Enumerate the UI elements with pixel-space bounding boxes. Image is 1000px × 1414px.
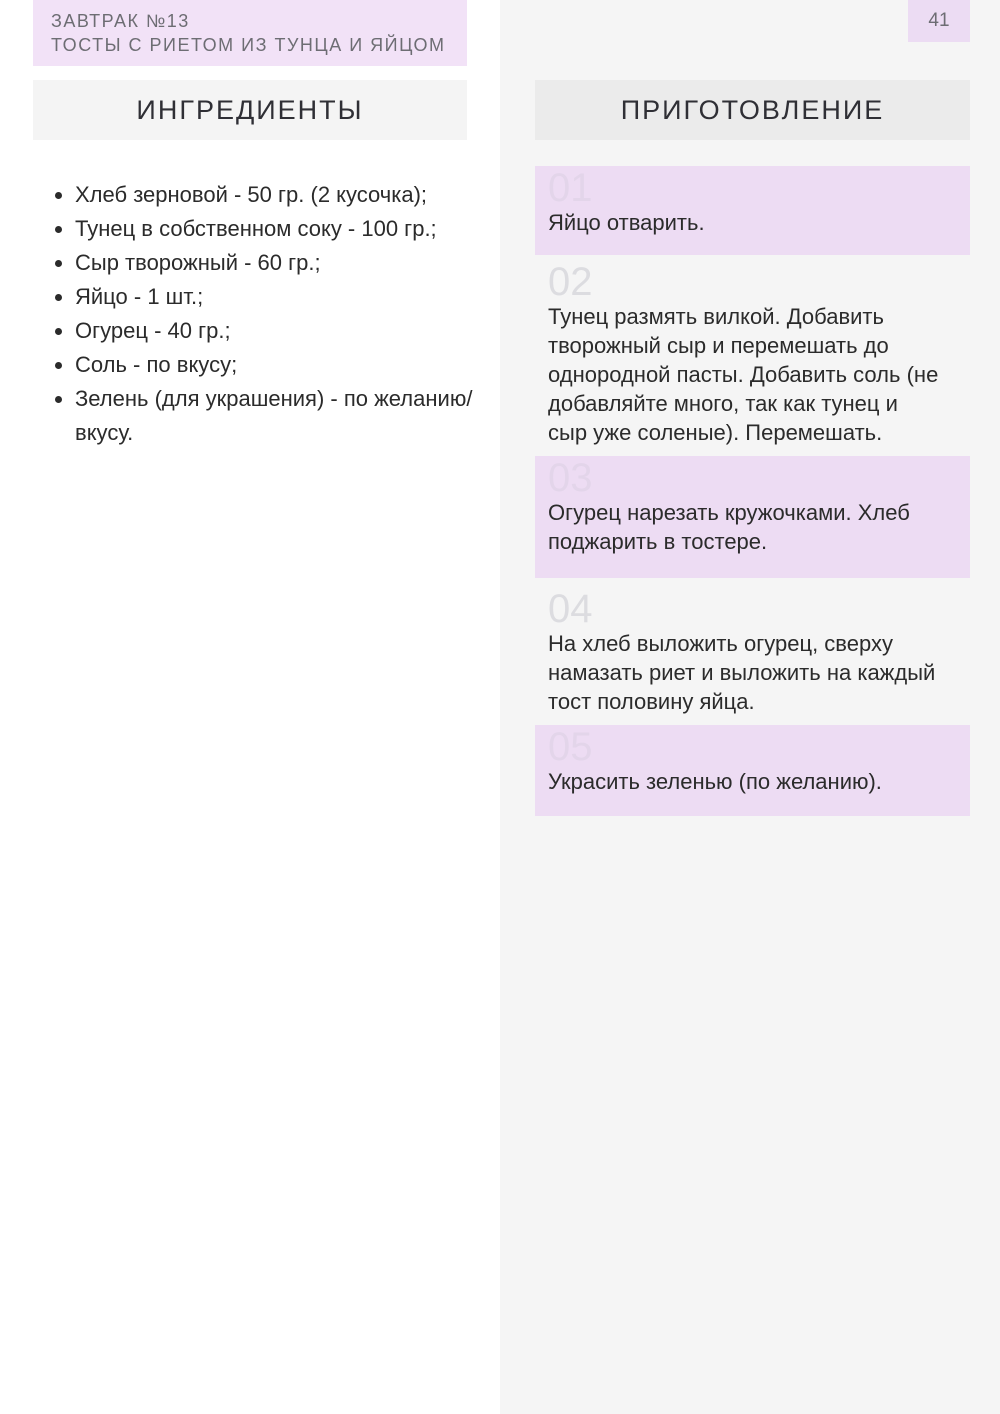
step-text: Тунец размять вилкой. Добавить творожный сыр и перемешать до однородной пасты. Добавить соль (не добавляйте много, так как тунец и сыр уже соленые). Перемешать.: [548, 304, 939, 445]
ingredient-item: • Зелень (для украшения) - по желанию/вкусу.: [75, 382, 475, 450]
step-number: 05: [548, 725, 593, 769]
ingredients-heading: ИНГРЕДИЕНТЫ: [33, 80, 467, 140]
step-number: 01: [548, 166, 593, 210]
ingredient-item: • Огурец - 40 гр.;: [75, 314, 475, 348]
step-1: [535, 166, 970, 255]
step-2: [535, 260, 970, 450]
step-5: [535, 725, 970, 816]
step-text: Огурец нарезать кружочками. Хлеб поджарить в тостере.: [548, 500, 910, 554]
step-text: Украсить зеленью (по желанию).: [548, 769, 882, 794]
ingredients-list: [45, 178, 475, 450]
ingredient-item: • Яйцо - 1 шт.;: [75, 280, 475, 314]
page-number: 41: [908, 0, 970, 42]
recipe-header: [33, 0, 467, 66]
step-4: [535, 587, 970, 719]
preparation-heading: ПРИГОТОВЛЕНИЕ: [535, 80, 970, 140]
step-number: 04: [548, 587, 593, 631]
ingredient-item: • Тунец в собственном соку - 100 гр.;: [75, 212, 475, 246]
recipe-title: ТОСТЫ С РИЕТОМ ИЗ ТУНЦА И ЯЙЦОМ: [51, 35, 446, 55]
recipe-category: ЗАВТРАК №13: [51, 11, 190, 31]
ingredient-item: • Соль - по вкусу;: [75, 348, 475, 382]
ingredient-item: • Хлеб зерновой - 50 гр. (2 кусочка);: [75, 178, 475, 212]
step-3: [535, 456, 970, 578]
step-text: Яйцо отварить.: [548, 210, 705, 235]
step-number: 03: [548, 456, 593, 500]
step-text: На хлеб выложить огурец, сверху намазать риет и выложить на каждый тост половину яйца.: [548, 631, 936, 714]
step-number: 02: [548, 260, 593, 304]
ingredient-item: • Сыр творожный - 60 гр.;: [75, 246, 475, 280]
